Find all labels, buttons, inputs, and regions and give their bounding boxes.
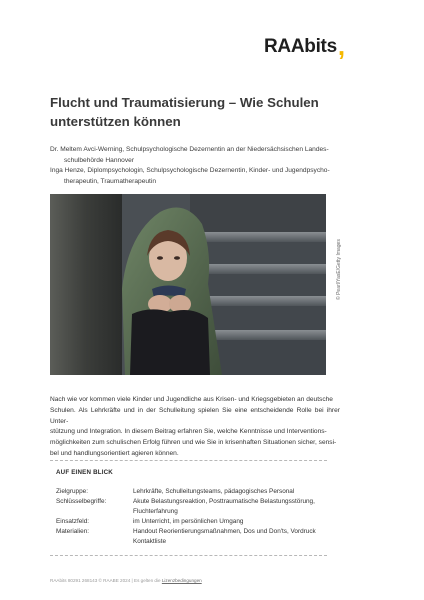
author-line: Dr. Meltem Avci-Werning, Schulpsychologische Dezernentin an der Niedersächsischen Landes- [50, 146, 329, 153]
overview-box [50, 460, 327, 555]
intro-paragraph [50, 395, 340, 460]
intro-line: bel und handlungsorientiert agieren können. [50, 449, 179, 457]
overview-value-line: Fluchterfahrung [133, 507, 178, 515]
page-footer [50, 578, 202, 583]
overview-value-line: Akute Belastungsreaktion, Posttraumatische Belastungsstörung, [133, 498, 315, 505]
overview-key: Einsatzfeld: [56, 518, 90, 525]
title-line: Flucht und Traumatisierung – Wie Schulen [50, 95, 319, 110]
overview-value [133, 517, 324, 527]
license-link[interactable]: Lizenzbedingungen [161, 578, 202, 583]
overview-value [133, 527, 324, 546]
logo-text: RAAbits [264, 36, 337, 57]
overview-value-line: Lehrkräfte, Schulleitungsteams, pädagogisches Personal [133, 488, 295, 495]
overview-key: Zielgruppe: [56, 488, 88, 495]
intro-line: Schulen. Als Lehrkräfte und in der Schulleitung spielen Sie eine entscheidende Rolle bei ihrer Unter- [50, 406, 340, 425]
overview-heading: AUF EINEN BLICK [56, 469, 113, 476]
author-block [50, 145, 380, 187]
photo-credit: © Pearl/YasE/Getty Images [336, 239, 342, 300]
dashed-divider [50, 460, 327, 461]
raabits-logo [264, 31, 354, 61]
overview-value-line: Handout Reorientierungsmaßnahmen, Dos und Don'ts, Vordruck [133, 528, 316, 535]
author-line: Inga Henze, Diplompsychologin, Schulpsychologische Dezernentin, Kinder- und Jugendpsycho- [50, 167, 330, 175]
footer-text: RAAbits 80291 268143 © RAABE 2024 | Es gelten die [50, 578, 162, 583]
overview-value-line: im Unterricht, im persönlichen Umgang [133, 518, 244, 525]
author-line: therapeutin, Traumatherapeutin [64, 177, 157, 185]
dashed-divider [50, 555, 327, 556]
intro-line: möglichkeiten zum schulischen Erfolg führen und wie Sie in krisenhaften Situationen sicher, sensi- [50, 439, 337, 447]
logo-comma-mark: , [337, 31, 345, 61]
author-line: schulbehörde Hannover [64, 156, 135, 164]
overview-value-line: Kontaktliste [133, 537, 167, 545]
child-on-stairs-photo [50, 194, 326, 375]
overview-key: Schlüsselbegriffe: [56, 498, 107, 505]
overview-key: Materialien: [56, 528, 90, 535]
title-line: unterstützen können [50, 114, 181, 129]
overview-value [133, 497, 324, 516]
intro-line: stützung und Integration. In diesem Beitrag erfahren Sie, welche Kenntnisse und Interventions- [50, 428, 327, 436]
cover-photo [50, 194, 326, 375]
intro-line: Nach wie vor kommen viele Kinder und Jugendliche aus Krisen- und Kriegsgebieten an deutsche [50, 396, 333, 403]
overview-value [133, 487, 324, 497]
page-title [50, 93, 370, 131]
